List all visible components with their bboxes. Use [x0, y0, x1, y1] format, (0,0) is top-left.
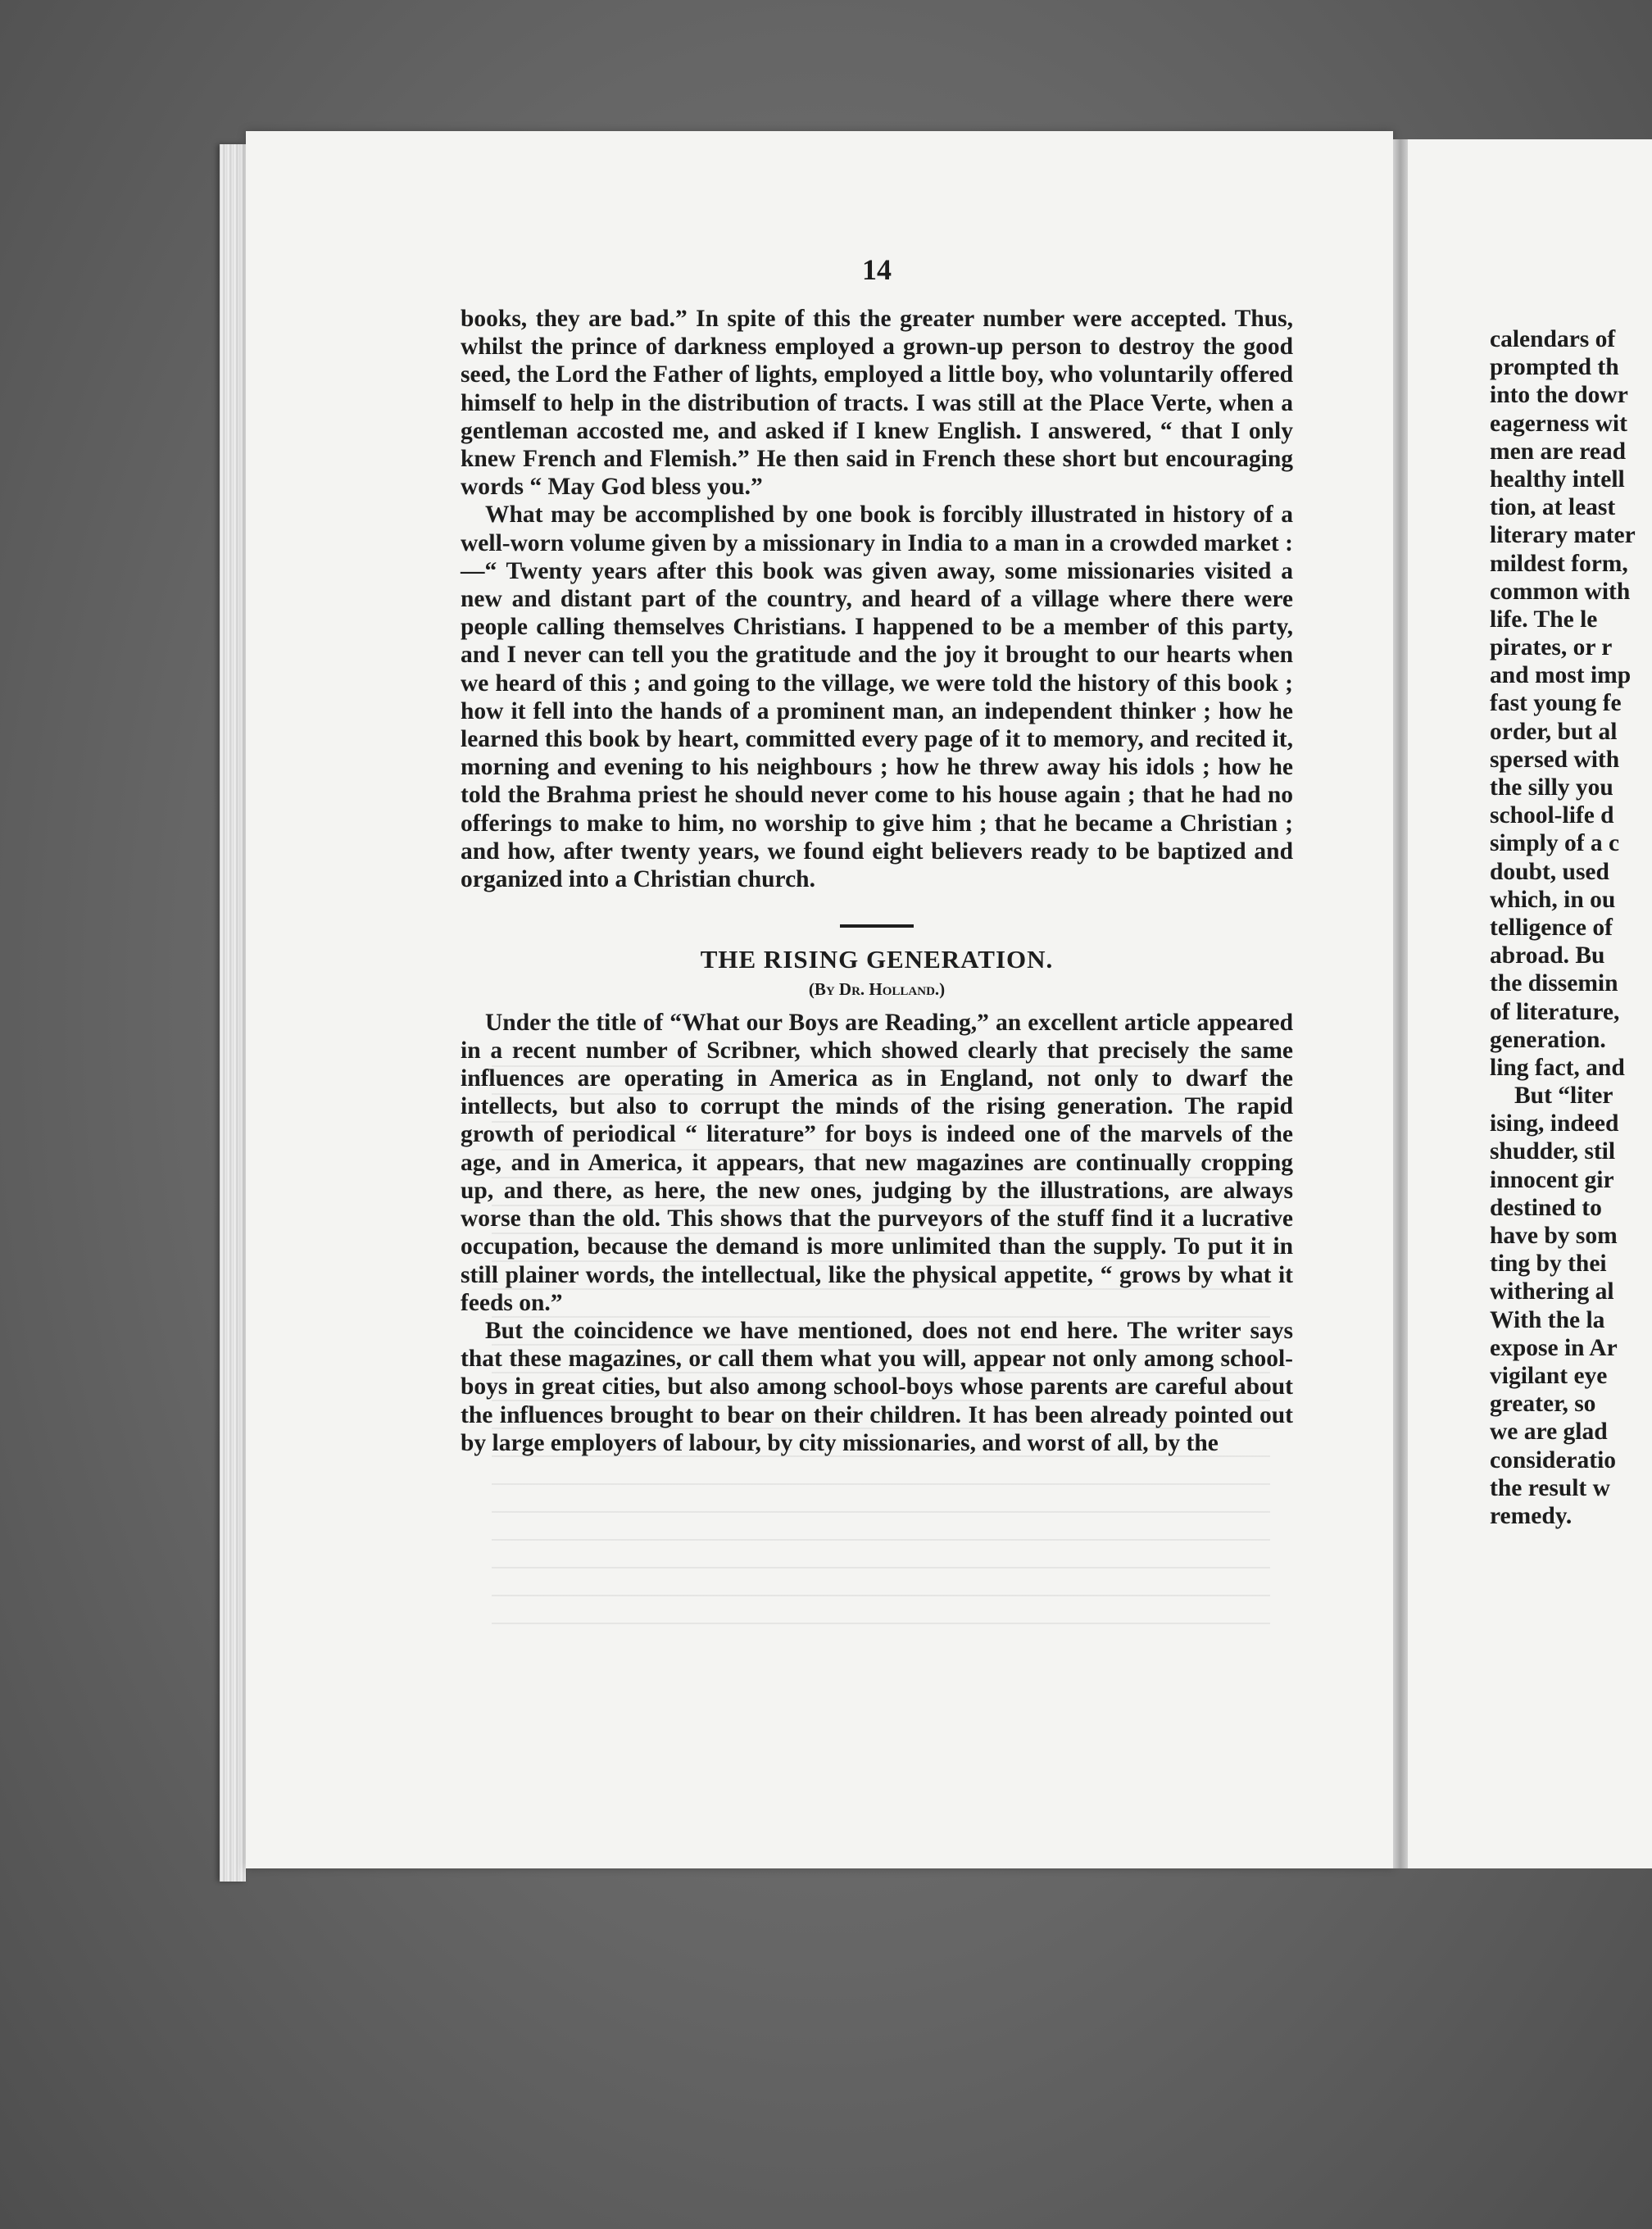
right-line: But “liter	[1514, 1083, 1613, 1110]
paragraph-2: What may be accomplished by one book is forcibly illustrated in history of a well-worn volume given by a missionary in India to a man in a crowded market :—“ Twenty years after this book was given away, some missionaries visited a new and distant part of the country, and heard of a village where there were people calling themselves Christians. I happened to be a member of this party, and I never can tell you the gratitude and the joy it brought to our hearts when we heard of this ; and going to the village, we were told the history of this book ; how it fell into the hands of a prominent man, an independent thinker ; how he learned this book by heart, committed every page of it to memory, and recited it, morning and evening to his neighbours ; how he threw away his idols ; how he told the Brahma priest he should never come to his house again ; that he had no offerings to make to him, no worship to give him ; that he became a Christian ; and how, after twenty years, we found eight believers ready to be baptized and organized into a Christian church.	[461, 502, 1293, 893]
right-line: abroad. Bu	[1490, 942, 1605, 969]
right-line: of literature,	[1490, 998, 1620, 1025]
right-line: With the la	[1490, 1306, 1605, 1333]
right-line: calendars of	[1490, 326, 1616, 352]
page-stack-edge	[220, 144, 246, 1882]
right-line: common with	[1490, 578, 1631, 605]
right-line: doubt, used	[1490, 858, 1609, 885]
right-line: the silly you	[1490, 774, 1613, 801]
right-line: which, in ou	[1490, 886, 1616, 913]
right-line: mildest form,	[1490, 550, 1628, 577]
right-line: withering al	[1490, 1278, 1614, 1305]
right-line: ising, indeed	[1490, 1110, 1619, 1137]
right-line: life. The le	[1490, 606, 1598, 633]
right-line: destined to	[1490, 1194, 1602, 1221]
right-line: the result w	[1490, 1474, 1610, 1501]
right-line: vigilant eye	[1490, 1362, 1608, 1389]
right-line: order, but al	[1490, 718, 1618, 745]
right-line: school-life d	[1490, 802, 1614, 829]
heading-divider	[840, 924, 914, 928]
right-line: simply of a c	[1490, 830, 1620, 857]
right-line: into the dowr	[1490, 382, 1628, 409]
right-line: ting by thei	[1490, 1251, 1607, 1278]
paragraph-3: Under the title of “What our Boys are Reading,” an excellent article appeared in a recent number of Scribner, which showed clearly that precisely the same influences are operating in America as in England, not only to dwarf the intellects, but also to corrupt the minds of the rising generation. The rapid growth of periodical “ literature” for boys is indeed one of the marvels of the age, and in America, it appears, that new magazines are continually cropping up, and there, as here, the new ones, judging by the illustrations, are always worse than the old. This shows that the purveyors of the stuff find it a lucrative occupation, because the demand is more unlimited than the supply. To put it in still plainer words, the intellectual, like the physical appetite, “ grows by what it feeds on.”	[461, 1009, 1293, 1316]
right-line: spersed with	[1490, 746, 1620, 773]
right-line: we are glad	[1490, 1419, 1608, 1446]
right-line: expose in Ar	[1490, 1334, 1618, 1361]
right-line: remedy.	[1490, 1502, 1573, 1529]
right-line: pirates, or r	[1490, 634, 1613, 661]
right-line: prompted th	[1490, 354, 1619, 381]
right-line: innocent gir	[1490, 1166, 1614, 1193]
page-number: 14	[862, 253, 892, 286]
right-line: shudder, stil	[1490, 1138, 1616, 1165]
book-gutter	[1393, 139, 1408, 1868]
right-line: generation.	[1490, 1026, 1606, 1053]
right-line: the dissemin	[1490, 970, 1618, 997]
right-line: fast young fe	[1490, 690, 1622, 717]
right-line: literary mater	[1490, 522, 1636, 549]
right-line: greater, so	[1490, 1391, 1596, 1418]
byline: (By Dr. Holland.)	[808, 979, 946, 1000]
right-line: tion, at least	[1490, 494, 1616, 521]
right-line: healthy intell	[1490, 465, 1625, 493]
right-line: and most imp	[1490, 662, 1632, 689]
right-line: ling fact, and	[1490, 1054, 1625, 1081]
right-line: consideratio	[1490, 1446, 1617, 1473]
main-text-column	[461, 305, 1293, 1457]
right-line: eagerness wit	[1490, 410, 1627, 437]
section-heading: THE RISING GENERATION.	[700, 945, 1054, 974]
right-line: have by som	[1490, 1223, 1618, 1249]
right-page-text-column	[1490, 325, 1652, 1530]
paragraph-4: But the coincidence we have mentioned, does not end here. The writer says that these magazines, or call them what you will, appear not only among school-boys in great cities, but also among school-boys whose parents are careful about the influences brought to bear on their children. It has been already pointed out by large employers of labour, by city missionaries, and worst of all, by the	[461, 1317, 1293, 1456]
right-line: telligence of	[1490, 914, 1613, 941]
right-line: men are read	[1490, 438, 1627, 465]
paragraph-1: books, they are bad.” In spite of this the greater number were accepted. Thus, whilst the prince of darkness employed a grown-up person to destroy the good seed, the Lord the Father of lights, employed a little boy, who voluntarily offered himself to help in the distribution of tracts. I was still at the Place Verte, when a gentleman accosted me, and asked if I knew English. I answered, “ that I only knew French and Flemish.” He then said in French these short but encouraging words “ May God bless you.”	[461, 306, 1293, 501]
